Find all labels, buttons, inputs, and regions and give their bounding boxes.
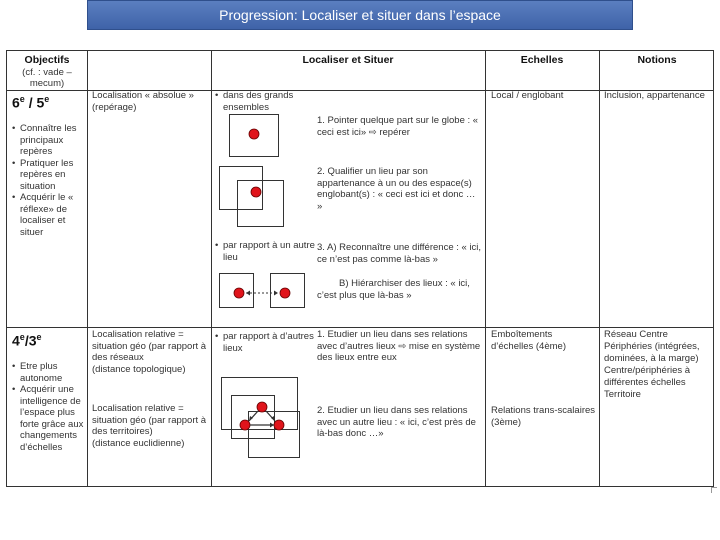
- step-2-qualifier: 2. Qualifier un lieu par son appartenance à un ou des espace(s) englobant(s) : « ceci est ici et donc … »: [317, 166, 476, 212]
- step-3a-reconnaitre: 3. A) Reconnaître une différence : « ici, ce n’est pas comme là-bas »: [317, 242, 482, 265]
- diagram-point: [229, 114, 281, 164]
- red-dot-icon: [257, 402, 267, 412]
- loc-rel-reseaux-text: Localisation relative = situation géo (par rapport à des réseaux: [92, 329, 207, 363]
- notion-inclusion: Inclusion, appartenance: [604, 90, 705, 101]
- list-item: • Acquérir le « réflexe» de localiser et situer: [12, 192, 84, 238]
- echelle-trans-scalaires: Relations trans-scalaires (3ème): [491, 405, 596, 428]
- distance-euclidienne: (distance euclidienne): [92, 437, 185, 449]
- header-localiser: Localiser et Situer: [302, 54, 394, 66]
- distance-topologique: (distance topologique): [92, 363, 186, 375]
- col-divider: [211, 51, 212, 486]
- objectives-list: [12, 361, 84, 453]
- echelle-emboitements: Emboîtements d’échelles (4ème): [491, 329, 566, 352]
- notions-reseau: Réseau Centre Périphéries (intégrées, dominées, à la marge) Centre/périphéries à différentes échelles Territoire: [604, 329, 700, 400]
- col-divider: [87, 51, 88, 486]
- echelle-local: Local / englobant: [491, 90, 564, 101]
- condition-autres-lieux: • par rapport à d’autres lieux: [215, 331, 315, 354]
- step-3b-hierarchiser: B) Hiérarchiser des lieux : « ici, c’est plus que là-bas »: [317, 278, 470, 301]
- diagram-nested: [219, 166, 289, 232]
- condition-list: [215, 331, 315, 354]
- header-echelles: Echelles: [520, 54, 564, 66]
- step-2-etudier-lieu: 2. Etudier un lieu dans ses relations avec un autre lieu : « ici, c’est près de là-bas donc …»: [317, 405, 476, 439]
- list-item: • Etre plus autonome: [12, 361, 84, 384]
- condition-list: [215, 240, 315, 263]
- condition-list: [215, 90, 315, 113]
- diagram-network: [221, 377, 301, 461]
- condition-autre-lieu: • par rapport à un autre lieu: [215, 240, 315, 263]
- list-item: • Connaître les principaux repères: [12, 123, 84, 158]
- corner-mark: [711, 487, 717, 493]
- diagram-compare: [219, 273, 305, 311]
- col-divider: [485, 51, 486, 486]
- step-1-etudier-relations: 1. Etudier un lieu dans ses relations avec d’autres lieux ⇨ mise en système des lieux entre eux: [317, 329, 481, 363]
- localisation-absolue: Localisation « absolue » (repérage): [92, 90, 194, 113]
- page-title: Progression: Localiser et situer dans l’espace: [219, 7, 501, 23]
- red-dot-icon: [274, 420, 284, 430]
- red-dot-icon: [240, 420, 250, 430]
- list-item: • Pratiquer les repères en situation: [12, 158, 84, 193]
- localisation-relative-reseaux: [92, 329, 210, 375]
- row-divider: [7, 327, 713, 328]
- level-6e-5e: 6e / 5e: [12, 94, 50, 111]
- localisation-relative-territoires: [92, 403, 210, 449]
- red-dot-icon: [234, 288, 244, 298]
- step-1-pointer: 1. Pointer quelque part sur le globe : « ceci est ici» ⇨ repérer: [317, 115, 479, 138]
- objectives-list: [12, 123, 84, 238]
- condition-grands-ensembles: • dans des grands ensembles: [215, 90, 315, 113]
- progression-table: [6, 50, 714, 487]
- list-item: • Acquérir une intelligence de l’espace plus forte grâce aux changements d’échelles: [12, 384, 84, 453]
- red-dot-icon: [280, 288, 290, 298]
- loc-rel-territoires-text: Localisation relative = situation géo (par rapport à des territoires): [92, 403, 207, 437]
- col-divider: [599, 51, 600, 486]
- red-dot-icon: [251, 187, 261, 197]
- header-objectifs-sub: (cf. : vade – mecum): [22, 67, 72, 89]
- header-objectifs: Objectifs: [24, 54, 70, 66]
- title-bar: [87, 0, 633, 30]
- header-notions: Notions: [637, 54, 677, 66]
- level-4e-3e: 4e/3e: [12, 332, 42, 349]
- red-dot-icon: [249, 129, 259, 139]
